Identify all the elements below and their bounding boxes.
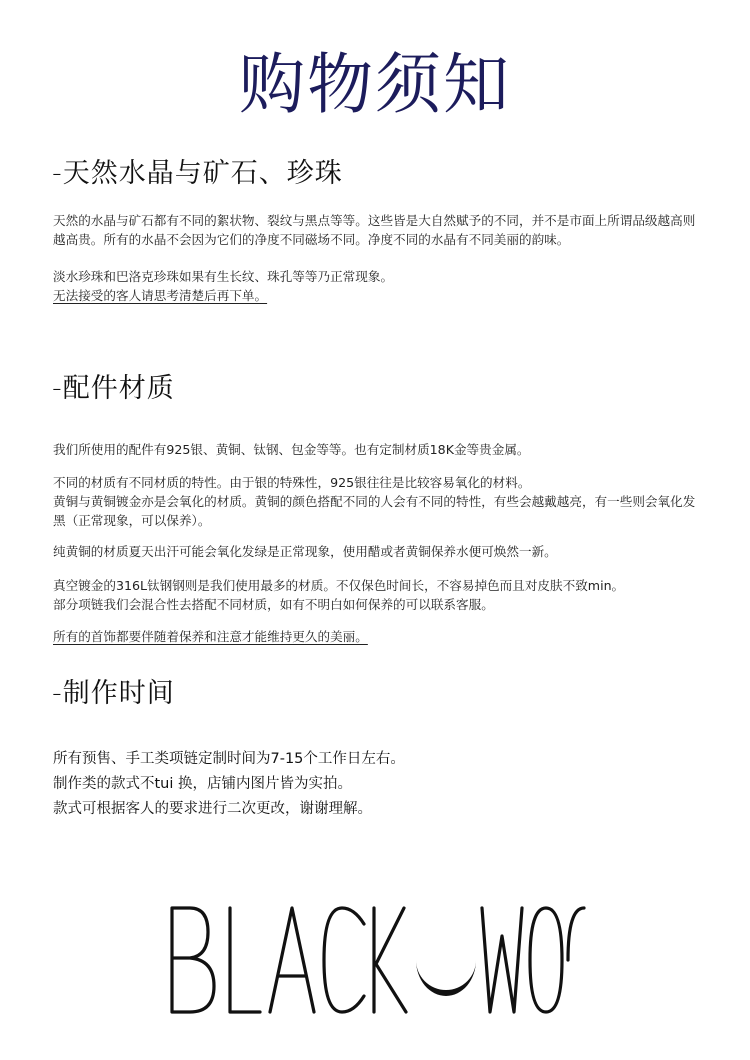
crescent-moon-icon [416,960,476,996]
materials-properties [53,473,703,530]
care-note [53,627,703,646]
materials-paragraph: 纯黄铜的材质夏天出汗可能会氧化发绿是正常现象，使用醋或者黄铜保养水便可焕然一新。 [53,544,557,559]
materials-paragraph: 我们所使用的配件有925银、黄铜、钛钢、包金等等。也有定制材质18K金等贵金属。 [53,442,530,457]
pearl-warning: 无法接受的客人请思考清楚后再下单。 [53,288,268,303]
materials-paragraph: 真空镀金的316L钛钢钢则是我们使用最多的材质。不仅保色时间长，不容易掉色而且对皮肤不致min。 [53,578,625,593]
materials-paragraph: 不同的材质有不同材质的特性。由于银的特殊性，925银往往是比较容易氧化的材料。 [53,475,531,490]
care-warning: 所有的首饰都要伴随着保养和注意才能维持更久的美丽。 [53,629,368,644]
production-item: 制作类的款式不tui 换，店铺内图片皆为实拍。 [53,776,353,792]
brand-logo [160,900,590,1020]
brass-note [53,542,703,561]
page-title: 购物须知 [239,46,511,123]
section-body-crystals [53,211,703,249]
materials-paragraph: 部分项链我们会混合性去搭配不同材质，如有不明白如何保养的可以联系客服。 [53,597,494,612]
materials-paragraph: 黄铜与黄铜镀金亦是会氧化的材质。黄铜的颜色搭配不同的人会有不同的特性，有些会越戴越亮，有一些则会氧化发黑（正常现象，可以保养）。 [53,494,696,528]
production-item: 款式可根据客人的要求进行二次更改，谢谢理解。 [53,801,372,817]
crystal-paragraph: 天然的水晶与矿石都有不同的絮状物、裂纹与黑点等等。这些皆是大自然赋予的不同，并不是市面上所谓品级越高则越高贵。所有的水晶不会因为它们的净度不同磁场不同。净度不同的水晶有不同美丽的韵味。 [53,213,696,247]
production-list [53,747,703,822]
pearl-paragraph: 淡水珍珠和巴洛克珍珠如果有生长纹、珠孔等等乃正常现象。 [53,269,394,284]
section-heading-crystals: -天然水晶与矿石、珍珠 [52,158,343,189]
production-item: 所有预售、手工类项链定制时间为7-15个工作日左右。 [53,751,405,767]
section-heading-production: -制作时间 [52,678,175,709]
steel-note [53,576,703,614]
materials-intro [53,440,703,459]
section-heading-materials: -配件材质 [52,373,175,404]
section-body-pearls [53,267,703,305]
